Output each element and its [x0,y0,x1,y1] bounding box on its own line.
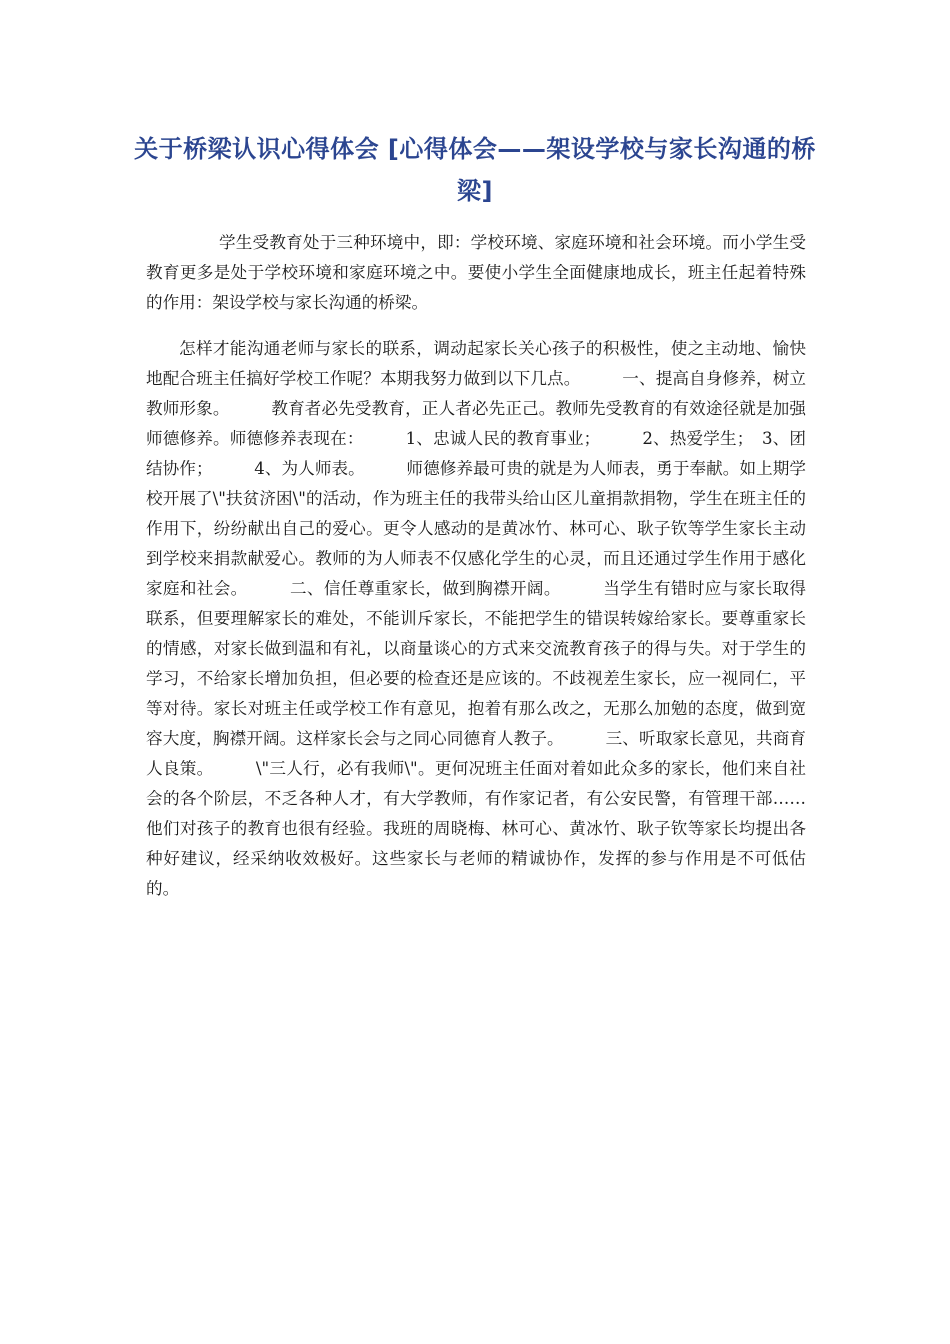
paragraph-intro: 学生受教育处于三种环境中，即：学校环境、家庭环境和社会环境。而小学生受教育更多是处于学校环境和家庭环境之中。要使小学生全面健康地成长，班主任起着特殊的作用：架设学校与家长沟通的桥梁。 [146,233,806,312]
paragraph-body: 怎样才能沟通老师与家长的联系，调动起家长关心孩子的积极性，使之主动地、愉快地配合班主任搞好学校工作呢？本期我努力做到以下几点。 一、提高自身修养，树立教师形象。 教育者必先受教育，正人者必先正己。教师先受教育的有效途径就是加强师德修养。师德修养表现在： 1、忠诚人民的教育事业； 2、热爱学生； 3、团结协作； 4、为人师表。 师德修养最可贵的就是为人师表，勇于奉献。如上期学校开展了\"扶贫济困\"的活动，作为班主任的我带头给山区儿童捐款捐物，学生在班主任的作用下，纷纷献出自己的爱心。更令人感动的是黄冰竹、林可心、耿子钦等学生家长主动到学校来捐款献爱心。教师的为人师表不仅感化学生的心灵，而且还通过学生作用于感化家庭和社会。 二、信任尊重家长，做到胸襟开阔。 当学生有错时应与家长取得联系，但要理解家长的难处，不能训斥家长，不能把学生的错误转嫁给家长。要尊重家长的情感，对家长做到温和有礼，以商量谈心的方式来交流教育孩子的得与失。对于学生的学习，不给家长增加负担，但必要的检查还是应该的。不歧视差生家长，应一视同仁，平等对待。家长对班主任或学校工作有意见，抱着有那么改之，无那么加勉的态度，做到宽容大度，胸襟开阔。这样家长会与之同心同德育人教子。 三、听取家长意见，共商育人良策。 \"三人行，必有我师\"。更何况班主任面对着如此众多的家长，他们来自社会的各个阶层，不乏各种人才，有大学教师，有作家记者，有公安民警，有管理干部……他们对孩子的教育也很有经验。我班的周晓梅、林可心、黄冰竹、耿子钦等家长均提出各种好建议，经采纳收效极好。这些家长与老师的精诚协作，发挥的参与作用是不可低估的。 [146,339,806,898]
document-title: 关于桥梁认识心得体会 [心得体会——架设学校与家长沟通的桥梁] [134,135,816,205]
